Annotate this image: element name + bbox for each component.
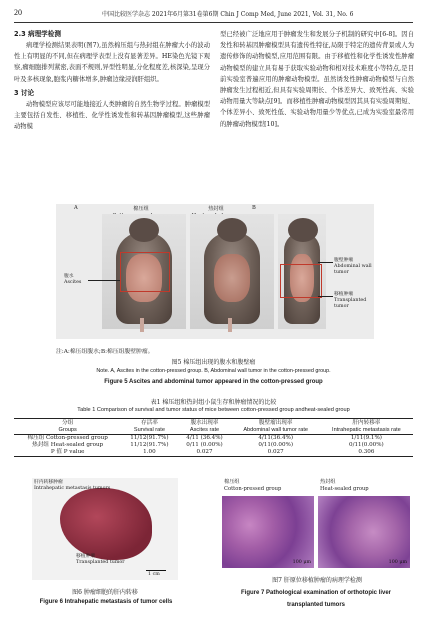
fig7-scale-label-left: 100 μm — [292, 560, 311, 565]
figure-5-caption-cn: 图5 棉压组出现的腹水和腹壁瘤 — [171, 359, 256, 366]
figure-6-caption-en: Figure 6 Intrahepatic metastasis of tumor cells — [39, 599, 173, 605]
table-1-title-en: Table 1 Comparison of survival and tumor status of mice between cotton-pressed group andheat-sealed group — [77, 407, 350, 413]
cotton-group-label: 棉压组 — [133, 206, 149, 212]
figure-7-caption-cn: 图7 肝原位移植肿瘤的病理学检测 — [272, 577, 362, 584]
pathology-paragraph: 病理学检测结果表明(图7),虽然棉压组与热封组在肿瘤大小的波动性上有明显的不同,但在病理学表型上没有显著差异。HE染色光镜下观察,瘤细胞排列紧密,表面不规则,异型性明显,分化程度差,核深染,呈现分叶及多核现象,胞浆内糖体增多,肿瘤边缘浸润肝组织。 — [14, 42, 210, 83]
fig7-heat-label: 热封组 Heat-sealed group — [320, 479, 369, 492]
section-heading-pathology: 2.3 病理学检测 — [14, 30, 61, 38]
transplanted-tumor-label: 移植肿瘤 Transplanted tumor — [76, 554, 125, 565]
heat-histology-image — [318, 496, 410, 568]
figure-7-caption-en: Figure 7 Pathological examination of orthotopic liver transplanted tumors — [240, 590, 392, 608]
journal-citation: 中国比较医学杂志 2021年6月第31卷第6期 Chin J Comp Med, June 2021, Vol. 31, No. 6 — [102, 11, 354, 18]
right-column — [220, 29, 414, 130]
figure-5-note-en: Note. A, Ascites in the cotton-pressed group. B, Abdominal wall tumor in the cotton-pressed group. — [96, 368, 331, 374]
table-1 — [14, 420, 413, 457]
panel-a-label: A — [74, 205, 78, 211]
table-header-row-en: Groups Survival rate Ascites rate Abdominal wall tumor rate Intrahepatic metastasis rate — [14, 427, 413, 435]
page-number: 20 — [14, 8, 22, 17]
intrahepatic-tumor-label: 肝内转移肿瘤 Intrahepatic metastasis tumors — [34, 480, 111, 491]
table-1-title-cn: 表1 棉压组和热封组小鼠生存和肿瘤情况的比较 — [150, 399, 277, 406]
figure-5-image — [56, 204, 374, 339]
heat-mouse-photo — [190, 214, 274, 329]
table-header-row-cn: 分组 存活率 腹水出现率 腹壁瘤出现率 肝内转移率 — [62, 420, 381, 426]
cotton-histology-image — [222, 496, 314, 568]
discussion-paragraph: 动物模型应该尽可能地接近人类肿瘤的自然生物学过程。肿瘤模型主要包括自发性、移植性、化学性诱发性和转基因肿瘤模型,这些肿瘤动物模 — [14, 100, 210, 131]
header-divider — [14, 22, 413, 23]
fig7-scale-label-right: 100 μm — [388, 560, 407, 565]
figure-6-caption-cn: 图6 肿瘤细胞的肝内转移 — [72, 589, 138, 596]
liver-specimen — [60, 488, 152, 560]
cotton-mouse-photo — [102, 214, 186, 329]
scale-bar — [146, 570, 166, 571]
discussion-paragraph-cont: 型已经被广泛地应用于肿瘤发生和发展分子机制的研究中[6-8]。因自发性和转基因肿瘤模型具有遗传性特征,局限于特定的遗传背景或人为遗传修饰的动物模型,应用范围有限。由于移植性和化学性诱发性肿瘤动物模型的建立具有易于获取实验动物和相对技术难度小等特点,是目前实验室普遍应用的肿瘤动物模型。虽然诱发性肿瘤动物模型与自然肿瘤发生过程相近,但具有实验周期长、个体差异大、致死性高、实验动物用量大等缺点[9]。而移植性肿瘤动物模型因其具有实验周期短、个体差异小、致死性低、实验动物用量少等优点,已成为实验室最常用的肿瘤动物模型[10]。 — [220, 31, 414, 128]
ascites-highlight-box — [120, 252, 170, 292]
abdominal-tumor-photo — [278, 214, 326, 329]
table-row: P 值 P value 1.00 0.027 0.027 0.306 — [14, 449, 413, 457]
scale-bar-label: 1 cm — [148, 572, 160, 577]
left-column — [14, 29, 210, 132]
table-row: 棉压组 Cotton-pressed group 11/12(91.7%) 4/11 (36.4%) 4/11(36.4%) 1/11(9.1%) — [27, 435, 382, 441]
heat-group-label: 热封组 — [208, 206, 224, 212]
ascites-label: 腹水 Ascites — [64, 274, 82, 285]
running-header — [14, 8, 413, 20]
fig7-cotton-label: 棉压组 Cotton-pressed group — [224, 479, 282, 492]
table-row: 热封组 Heat-sealed group 11/12(91.7%) 0/11 (0.00%) 0/11(0.00%) 0/11(0.00%) — [32, 442, 384, 448]
figure-5-caption-en: Figure 5 Ascites and abdominal tumor appeared in the cotton-pressed group — [104, 379, 323, 385]
section-heading-discussion: 3 讨论 — [14, 88, 35, 97]
wall-tumor-label: 腹壁肿瘤 Abdominal wall tumor — [334, 258, 372, 275]
figure-6-image — [32, 478, 178, 580]
transplant-tumor-label: 移植肿瘤 Transplanted tumor — [334, 292, 367, 309]
wall-tumor-highlight-box — [280, 264, 322, 298]
figure-5-note-cn: 注:A:棉压组腹水;B:棉压组腹壁肿瘤。 — [56, 349, 154, 355]
panel-b-label: B — [252, 205, 256, 211]
